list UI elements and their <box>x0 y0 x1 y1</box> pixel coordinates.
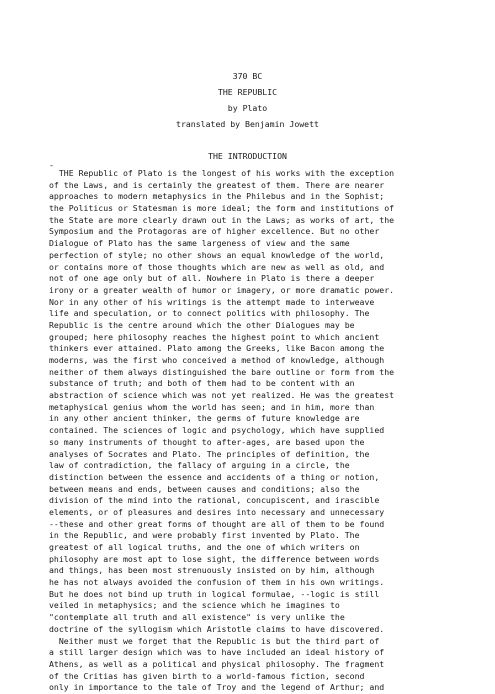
text-line: metaphysical genius whom the world has seen; and in him, more than <box>49 401 375 412</box>
text-line: distinction between the essence and accidents of a thing or notion, <box>49 471 380 482</box>
date-line: 370 BC <box>232 71 263 81</box>
text-line: law of contradiction, the fallacy of arguing in a circle, the <box>49 460 350 471</box>
text-line: division of the mind into the rational, concupiscent, and irascible <box>49 495 380 506</box>
text-line: Neither must we forget that the Republic is but the third part of <box>49 635 380 646</box>
text-line: irony or a greater wealth of humor or imagery, or more dramatic power. <box>49 284 395 295</box>
text-line: neither of them always distinguished the bare outline or form from the <box>49 366 395 377</box>
text-line: a still larger design which was to have included an ideal history of <box>49 647 385 658</box>
text-line: abstraction of science which was not yet realized. He was the greatest <box>49 390 395 401</box>
text-line: of the Laws, and is certainly the greatest of them. There are nearer <box>49 179 385 190</box>
text-line: --these and other great forms of thought are all of them to be found <box>49 518 385 529</box>
text-line: "contemplate all truth and all existence" is very unlike the <box>49 612 345 623</box>
text-line: contained. The sciences of logic and psychology, which have supplied <box>49 425 385 436</box>
text-line: thinkers ever attained. Plato among the Greeks, like Bacon among the <box>49 343 385 354</box>
book-title: THE REPUBLIC <box>217 87 278 97</box>
author-line: by Plato <box>227 103 268 113</box>
text-line: veiled in metaphysics; and the science which he imagines to <box>49 600 340 611</box>
text-line: or contains more of those thoughts which are new as well as old, and <box>49 261 385 272</box>
text-line: But he does not bind up truth in logical formulae, --logic is still <box>49 588 380 599</box>
text-line: Nor in any other of his writings is the attempt made to interweave <box>49 296 375 307</box>
text-line: he has not always avoided the confusion of them in his own writings. <box>49 577 385 588</box>
text-line: greatest of all logical truths, and the one of which writers on <box>49 542 360 552</box>
translator-line: translated by Benjamin Jowett <box>176 119 319 129</box>
text-line: Republic is the centre around which the other Dialogues may be <box>49 319 355 330</box>
text-line: and things, has been most strenuously insisted on by him, although <box>49 565 375 576</box>
text-line: elements, or of pleasures and desires into necessary and unnecessary <box>49 506 385 517</box>
text-line: the Politicus or Statesman is more ideal; the form and institutions of <box>49 203 395 214</box>
text-line: between means and ends, between causes and conditions; also the <box>49 483 360 494</box>
text-line: Symposium and the Protagoras are of higher excellence. But no other <box>49 226 380 237</box>
separator-dash: - <box>49 160 54 170</box>
text-line: the State are more clearly drawn out in the Laws; as works of art, the <box>49 214 395 225</box>
text-line: in the Republic, and were probably first invented by Plato. The <box>49 530 360 541</box>
text-line: life and speculation, or to connect politics with philosophy. The <box>49 308 370 319</box>
text-line: doctrine of the syllogism which Aristotle claims to have discovered. <box>49 623 385 634</box>
text-line: grouped; here philosophy reaches the highest point to which ancient <box>49 331 380 342</box>
section-heading: THE INTRODUCTION <box>208 151 287 161</box>
text-line: approaches to modern metaphysics in the Philebus and in the Sophist; <box>49 191 385 202</box>
text-line: analyses of Socrates and Plato. The principles of definition, the <box>49 448 370 459</box>
text-line: substance of truth; and both of them had to be content with an <box>49 378 355 389</box>
text-line: Dialogue of Plato has the same largeness of view and the same <box>49 238 350 249</box>
text-line: Athens, as well as a political and physical philosophy. The fragment <box>49 658 385 669</box>
text-line: only in importance to the tale of Troy and the legend of Arthur; and <box>49 682 385 693</box>
text-line: philosophy are most apt to lose sight, the difference between words <box>49 553 380 564</box>
text-line: not of one age only but of all. Nowhere in Plato is there a deeper <box>49 273 375 284</box>
text-line: perfection of style; no other shows an equal knowledge of the world, <box>49 249 385 260</box>
text-line: of the Critias has given birth to a world-famous fiction, second <box>49 670 365 681</box>
body-text <box>49 168 489 694</box>
text-line: moderns, was the first who conceived a method of knowledge, although <box>49 355 385 365</box>
text-line: THE Republic of Plato is the longest of his works with the exception <box>49 168 395 178</box>
text-line: so many instruments of thought to after-ages, are based upon the <box>49 436 365 447</box>
text-line: in any other ancient thinker, the germs of future knowledge are <box>49 413 360 424</box>
